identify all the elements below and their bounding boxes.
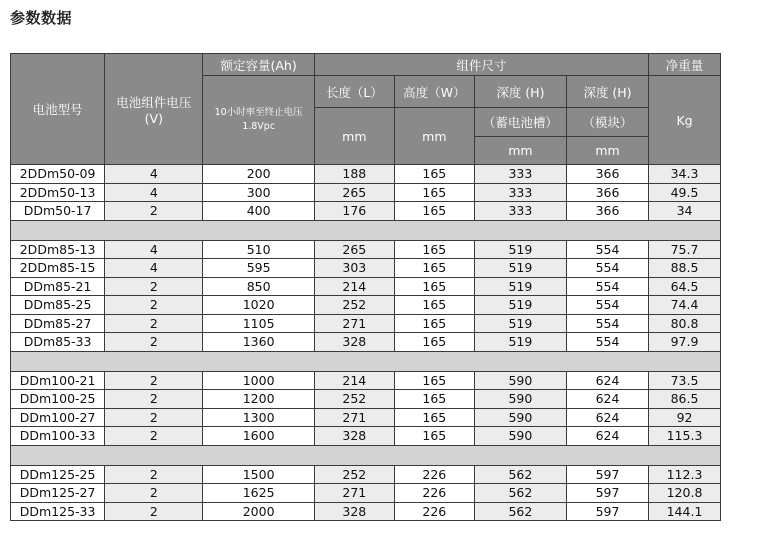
cell-depth-module: 554 bbox=[566, 240, 648, 259]
cell-length: 265 bbox=[314, 240, 394, 259]
cell-length: 328 bbox=[314, 333, 394, 352]
group-separator bbox=[11, 445, 721, 465]
cell-voltage: 2 bbox=[105, 502, 203, 521]
header-depth-tank-sub: （蓄电池槽） bbox=[474, 108, 566, 137]
cell-capacity: 1360 bbox=[203, 333, 314, 352]
cell-height: 165 bbox=[394, 240, 474, 259]
cell-voltage: 2 bbox=[105, 465, 203, 484]
table-row bbox=[11, 427, 721, 446]
cell-voltage: 2 bbox=[105, 202, 203, 221]
cell-weight: 80.8 bbox=[649, 314, 721, 333]
cell-model: DDm85-25 bbox=[11, 296, 105, 315]
cell-voltage: 2 bbox=[105, 296, 203, 315]
cell-capacity: 1300 bbox=[203, 408, 314, 427]
cell-depth-tank: 590 bbox=[474, 371, 566, 390]
cell-model: DDm100-33 bbox=[11, 427, 105, 446]
cell-model: DDm100-25 bbox=[11, 390, 105, 409]
cell-depth-tank: 590 bbox=[474, 427, 566, 446]
cell-weight: 34 bbox=[649, 202, 721, 221]
cell-depth-module: 554 bbox=[566, 333, 648, 352]
cell-height: 165 bbox=[394, 202, 474, 221]
cell-height: 165 bbox=[394, 408, 474, 427]
cell-height: 165 bbox=[394, 427, 474, 446]
cell-voltage: 4 bbox=[105, 183, 203, 202]
cell-weight: 115.3 bbox=[649, 427, 721, 446]
cell-capacity: 850 bbox=[203, 277, 314, 296]
cell-length: 252 bbox=[314, 390, 394, 409]
cell-voltage: 4 bbox=[105, 259, 203, 278]
cell-weight: 120.8 bbox=[649, 484, 721, 503]
table-row bbox=[11, 408, 721, 427]
header-dimensions: 组件尺寸 bbox=[314, 54, 648, 76]
cell-model: DDm85-33 bbox=[11, 333, 105, 352]
group-separator bbox=[11, 220, 721, 240]
cell-voltage: 2 bbox=[105, 390, 203, 409]
cell-height: 165 bbox=[394, 183, 474, 202]
table-row bbox=[11, 465, 721, 484]
cell-length: 271 bbox=[314, 314, 394, 333]
cell-voltage: 2 bbox=[105, 484, 203, 503]
cell-depth-tank: 333 bbox=[474, 165, 566, 184]
cell-length: 271 bbox=[314, 408, 394, 427]
cell-depth-module: 597 bbox=[566, 484, 648, 503]
cell-weight: 86.5 bbox=[649, 390, 721, 409]
cell-height: 226 bbox=[394, 484, 474, 503]
table-row bbox=[11, 484, 721, 503]
cell-capacity: 595 bbox=[203, 259, 314, 278]
page-title: 参数数据 bbox=[10, 9, 73, 27]
group-separator-cell bbox=[11, 445, 721, 465]
cell-depth-module: 624 bbox=[566, 408, 648, 427]
header-capacity-note: 10小时率至终止电压1.8Vpc bbox=[203, 76, 314, 165]
cell-weight: 74.4 bbox=[649, 296, 721, 315]
cell-voltage: 2 bbox=[105, 314, 203, 333]
cell-capacity: 400 bbox=[203, 202, 314, 221]
cell-model: DDm125-27 bbox=[11, 484, 105, 503]
cell-capacity: 1200 bbox=[203, 390, 314, 409]
header-length: 长度（L） bbox=[314, 76, 394, 108]
cell-weight: 97.9 bbox=[649, 333, 721, 352]
cell-capacity: 1105 bbox=[203, 314, 314, 333]
cell-length: 328 bbox=[314, 502, 394, 521]
cell-length: 252 bbox=[314, 465, 394, 484]
header-capacity: 额定容量(Ah) bbox=[203, 54, 314, 76]
cell-height: 165 bbox=[394, 165, 474, 184]
cell-depth-tank: 519 bbox=[474, 259, 566, 278]
header-model: 电池型号 bbox=[11, 54, 105, 165]
cell-length: 265 bbox=[314, 183, 394, 202]
table-body bbox=[11, 165, 721, 521]
cell-capacity: 1000 bbox=[203, 371, 314, 390]
cell-depth-tank: 333 bbox=[474, 202, 566, 221]
table-row bbox=[11, 277, 721, 296]
cell-depth-module: 554 bbox=[566, 259, 648, 278]
cell-height: 165 bbox=[394, 333, 474, 352]
cell-depth-tank: 519 bbox=[474, 296, 566, 315]
header-depth-module-unit: mm bbox=[566, 137, 648, 165]
cell-height: 165 bbox=[394, 390, 474, 409]
cell-capacity: 1625 bbox=[203, 484, 314, 503]
cell-height: 165 bbox=[394, 296, 474, 315]
table-row bbox=[11, 390, 721, 409]
cell-depth-module: 624 bbox=[566, 427, 648, 446]
table-row bbox=[11, 240, 721, 259]
cell-depth-module: 554 bbox=[566, 314, 648, 333]
cell-length: 271 bbox=[314, 484, 394, 503]
cell-capacity: 300 bbox=[203, 183, 314, 202]
cell-model: 2DDm50-13 bbox=[11, 183, 105, 202]
cell-capacity: 1500 bbox=[203, 465, 314, 484]
cell-depth-module: 366 bbox=[566, 202, 648, 221]
header-depth-tank: 深度 (H) bbox=[474, 76, 566, 108]
group-separator-cell bbox=[11, 351, 721, 371]
cell-model: DDm85-21 bbox=[11, 277, 105, 296]
cell-model: DDm50-17 bbox=[11, 202, 105, 221]
table-row bbox=[11, 333, 721, 352]
cell-weight: 64.5 bbox=[649, 277, 721, 296]
cell-height: 165 bbox=[394, 371, 474, 390]
cell-weight: 73.5 bbox=[649, 371, 721, 390]
cell-depth-module: 624 bbox=[566, 371, 648, 390]
cell-depth-module: 554 bbox=[566, 277, 648, 296]
cell-length: 328 bbox=[314, 427, 394, 446]
cell-weight: 75.7 bbox=[649, 240, 721, 259]
table-row bbox=[11, 165, 721, 184]
cell-depth-module: 597 bbox=[566, 502, 648, 521]
cell-model: DDm125-25 bbox=[11, 465, 105, 484]
cell-model: 2DDm85-13 bbox=[11, 240, 105, 259]
cell-capacity: 200 bbox=[203, 165, 314, 184]
cell-weight: 144.1 bbox=[649, 502, 721, 521]
cell-voltage: 4 bbox=[105, 165, 203, 184]
cell-length: 176 bbox=[314, 202, 394, 221]
cell-depth-module: 597 bbox=[566, 465, 648, 484]
cell-depth-tank: 562 bbox=[474, 484, 566, 503]
table-row bbox=[11, 259, 721, 278]
header-weight-unit: Kg bbox=[649, 76, 721, 165]
cell-height: 226 bbox=[394, 502, 474, 521]
cell-model: DDm100-21 bbox=[11, 371, 105, 390]
cell-model: DDm100-27 bbox=[11, 408, 105, 427]
cell-depth-tank: 333 bbox=[474, 183, 566, 202]
cell-voltage: 2 bbox=[105, 277, 203, 296]
cell-model: 2DDm85-15 bbox=[11, 259, 105, 278]
header-length-unit: mm bbox=[314, 108, 394, 165]
cell-depth-tank: 519 bbox=[474, 333, 566, 352]
header-depth-tank-unit: mm bbox=[474, 137, 566, 165]
cell-depth-module: 366 bbox=[566, 183, 648, 202]
cell-capacity: 1600 bbox=[203, 427, 314, 446]
cell-depth-tank: 519 bbox=[474, 314, 566, 333]
cell-weight: 88.5 bbox=[649, 259, 721, 278]
cell-voltage: 2 bbox=[105, 333, 203, 352]
table-row bbox=[11, 296, 721, 315]
header-voltage-label: 电池组件电压 bbox=[116, 94, 192, 110]
cell-length: 214 bbox=[314, 371, 394, 390]
cell-voltage: 2 bbox=[105, 371, 203, 390]
cell-depth-module: 366 bbox=[566, 165, 648, 184]
header-voltage bbox=[105, 54, 203, 165]
group-separator-cell bbox=[11, 220, 721, 240]
cell-capacity: 2000 bbox=[203, 502, 314, 521]
cell-model: 2DDm50-09 bbox=[11, 165, 105, 184]
cell-weight: 92 bbox=[649, 408, 721, 427]
cell-voltage: 2 bbox=[105, 408, 203, 427]
cell-weight: 112.3 bbox=[649, 465, 721, 484]
table-row bbox=[11, 202, 721, 221]
battery-spec-table bbox=[10, 53, 721, 521]
cell-voltage: 2 bbox=[105, 427, 203, 446]
cell-height: 226 bbox=[394, 465, 474, 484]
cell-height: 165 bbox=[394, 259, 474, 278]
cell-length: 188 bbox=[314, 165, 394, 184]
cell-depth-tank: 562 bbox=[474, 502, 566, 521]
cell-capacity: 1020 bbox=[203, 296, 314, 315]
cell-weight: 34.3 bbox=[649, 165, 721, 184]
cell-height: 165 bbox=[394, 277, 474, 296]
cell-depth-module: 624 bbox=[566, 390, 648, 409]
header-depth-module-sub: （模块） bbox=[566, 108, 648, 137]
cell-depth-tank: 562 bbox=[474, 465, 566, 484]
cell-capacity: 510 bbox=[203, 240, 314, 259]
header-height: 高度（W） bbox=[394, 76, 474, 108]
table-row bbox=[11, 502, 721, 521]
cell-height: 165 bbox=[394, 314, 474, 333]
cell-length: 252 bbox=[314, 296, 394, 315]
table-row bbox=[11, 314, 721, 333]
header-depth-module: 深度 (H) bbox=[566, 76, 648, 108]
cell-voltage: 4 bbox=[105, 240, 203, 259]
table-row bbox=[11, 183, 721, 202]
cell-model: DDm125-33 bbox=[11, 502, 105, 521]
cell-depth-tank: 519 bbox=[474, 240, 566, 259]
cell-weight: 49.5 bbox=[649, 183, 721, 202]
cell-model: DDm85-27 bbox=[11, 314, 105, 333]
cell-depth-tank: 590 bbox=[474, 408, 566, 427]
header-height-unit: mm bbox=[394, 108, 474, 165]
cell-depth-module: 554 bbox=[566, 296, 648, 315]
cell-depth-tank: 590 bbox=[474, 390, 566, 409]
cell-depth-tank: 519 bbox=[474, 277, 566, 296]
cell-length: 303 bbox=[314, 259, 394, 278]
cell-length: 214 bbox=[314, 277, 394, 296]
header-voltage-unit: (V) bbox=[144, 110, 163, 126]
header-weight: 净重量 bbox=[649, 54, 721, 76]
table-header bbox=[11, 54, 721, 165]
table-row bbox=[11, 371, 721, 390]
group-separator bbox=[11, 351, 721, 371]
